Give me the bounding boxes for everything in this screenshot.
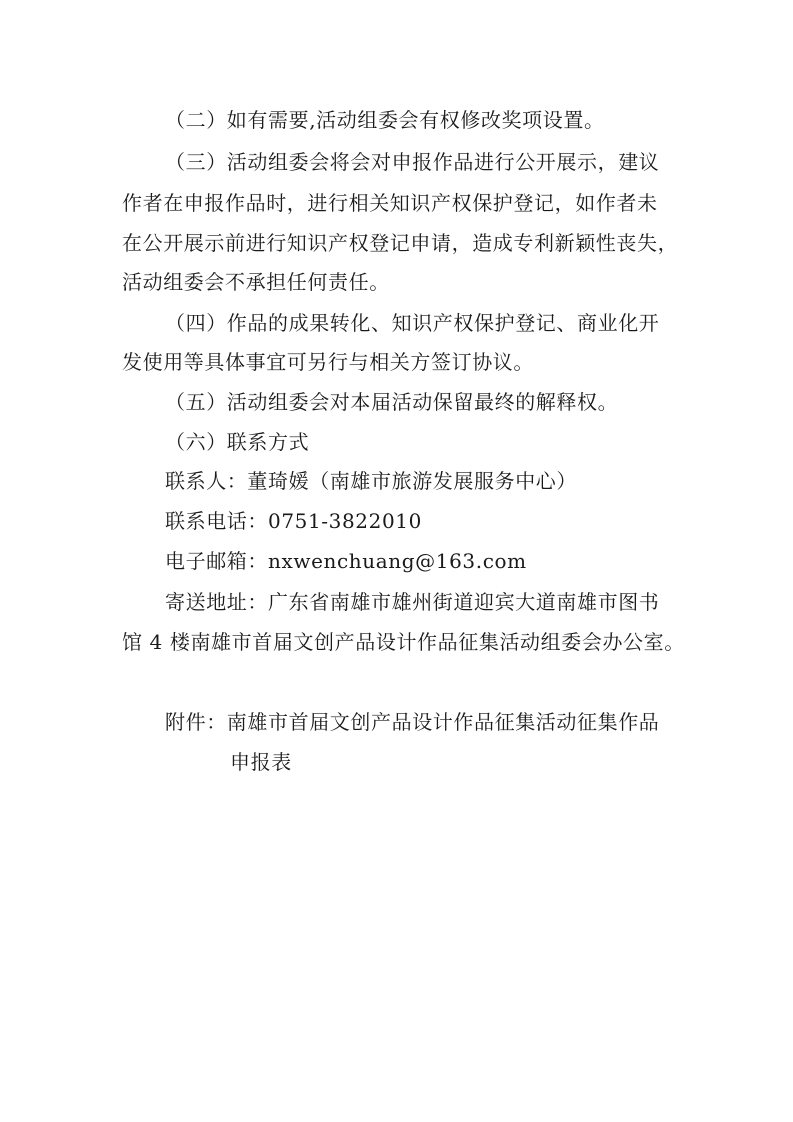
attachment-line-1: 附件：南雄市首届文创产品设计作品征集活动征集作品 [165, 710, 660, 734]
mailing-address-line-1: 寄送地址：广东省南雄市雄州街道迎宾大道南雄市图书 [165, 590, 660, 614]
paragraph-commercialization-line-2: 发使用等具体事宜可另行与相关方签订协议。 [122, 350, 534, 374]
paragraph-public-display-line-4: 活动组委会不承担任何责任。 [122, 270, 390, 294]
contact-person: 联系人：董琦媛（南雄市旅游发展服务中心） [165, 469, 577, 493]
paragraph-interpretation-right: （五）活动组委会对本届活动保留最终的解释权。 [165, 390, 619, 414]
contact-heading: （六）联系方式 [165, 430, 310, 454]
paragraph-award-settings: （二）如有需要,活动组委会有权修改奖项设置。 [165, 108, 605, 132]
paragraph-public-display-line-3: 在公开展示前进行知识产权登记申请，造成专利新颖性丧失， [122, 231, 679, 255]
attachment-line-2: 申报表 [230, 750, 292, 774]
paragraph-public-display-line-2: 作者在申报作品时，进行相关知识产权保护登记，如作者未 [122, 191, 658, 215]
paragraph-commercialization-line-1: （四）作品的成果转化、知识产权保护登记、商业化开 [165, 311, 660, 335]
contact-email: 电子邮箱：nxwenchuang@163.com [165, 549, 527, 573]
mailing-address-line-2: 馆 4 楼南雄市首届文创产品设计作品征集活动组委会办公室。 [122, 630, 685, 654]
contact-phone: 联系电话：0751-3822010 [165, 509, 422, 533]
paragraph-public-display-line-1: （三）活动组委会将会对申报作品进行公开展示，建议 [165, 150, 660, 174]
